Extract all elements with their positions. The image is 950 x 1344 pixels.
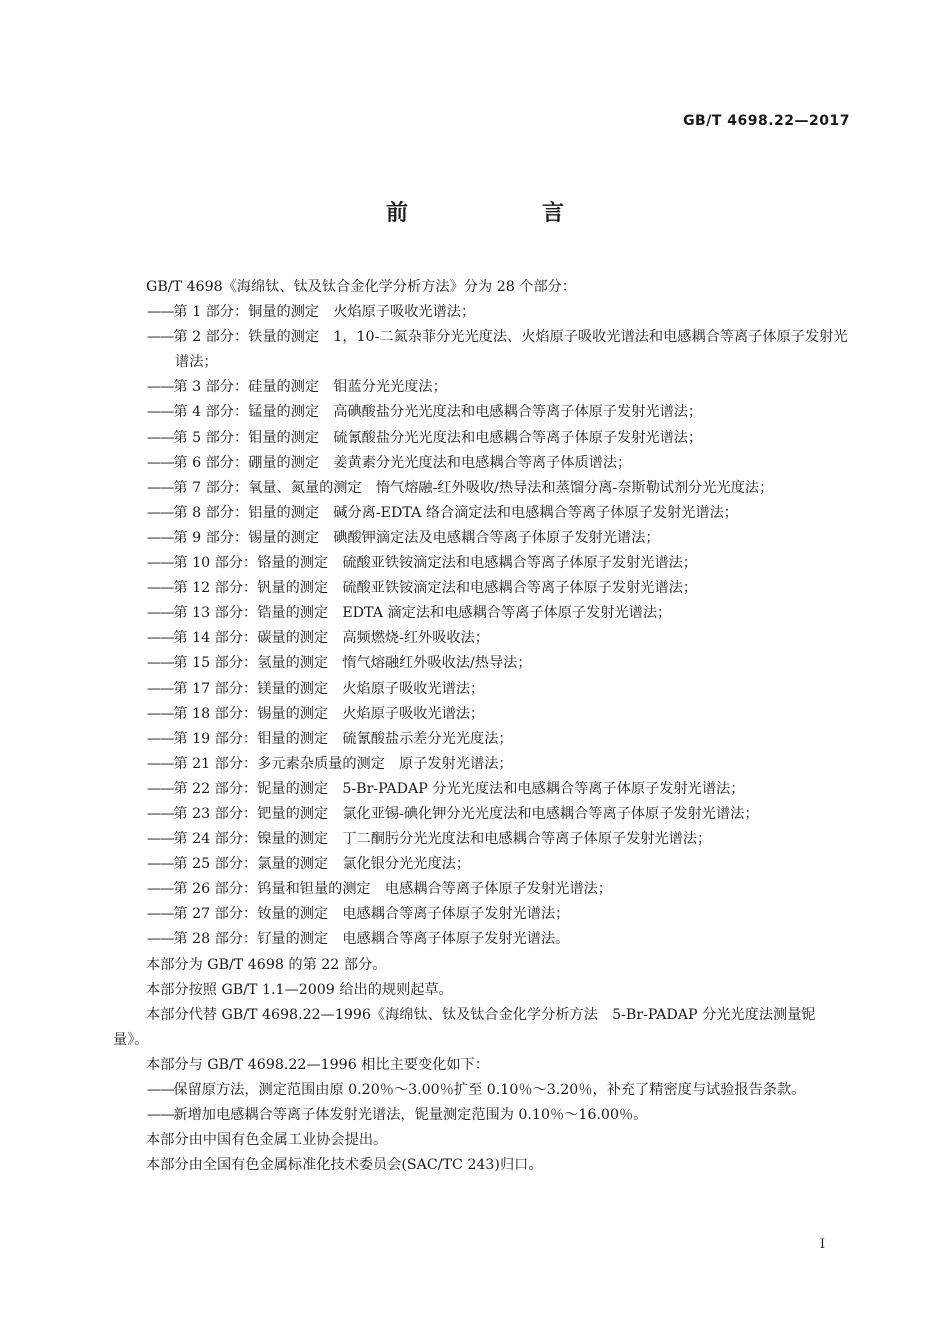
list-item	[113, 677, 851, 702]
list-item-text: 新增加电感耦合等离子体发射光谱法，铌量测定范围为 0.10％～16.00％。	[173, 1107, 648, 1124]
list-item	[113, 501, 851, 526]
list-item-text: 第 28 部分：钌量的测定 电感耦合等离子体原子发射光谱法。	[173, 931, 570, 948]
list-item-text: 第 8 部分：铝量的测定 碱分离-EDTA 络合滴定法和电感耦合等离子体原子发射光谱法；	[173, 504, 738, 521]
list-item-text: 第 24 部分：镍量的测定 丁二酮肟分光光度法和电感耦合等离子体原子发射光谱法；	[173, 831, 712, 848]
list-item-text: 第 1 部分：铜量的测定 火焰原子吸收光谱法；	[173, 304, 476, 321]
list-item-text: 第 3 部分：硅量的测定 钼蓝分光光度法；	[173, 379, 447, 396]
changes-intro-paragraph: 本部分与 GB/T 4698.22—1996 相比主要变化如下：	[146, 1056, 489, 1073]
list-item	[113, 702, 851, 727]
committee-paragraph: 本部分由全国有色金属标准化技术委员会(SAC/TC 243)归口。	[146, 1157, 543, 1174]
list-item-text: 第 9 部分：锡量的测定 碘酸钾滴定法及电感耦合等离子体原子发射光谱法；	[173, 529, 660, 546]
list-item	[113, 877, 851, 902]
list-item-text: 第 7 部分：氧量、氮量的测定 惰气熔融-红外吸收/热导法和蒸馏分离-奈斯勒试剂分光光度法；	[173, 479, 774, 496]
list-item-text: 第 17 部分：镁量的测定 火焰原子吸收光谱法；	[173, 680, 485, 697]
drafting-rules-paragraph: 本部分按照 GB/T 1.1—2009 给出的规则起草。	[146, 981, 453, 998]
em-dash: ——	[147, 780, 174, 797]
list-item	[113, 651, 851, 676]
em-dash: ——	[147, 831, 174, 848]
list-item-text: 保留原方法，测定范围由原 0.20％～3.00％扩至 0.10％～3.20％，补充了精密度与试验报告条款。	[173, 1082, 806, 1098]
list-item	[113, 902, 851, 927]
standard-code: GB/T 4698.22—2017	[683, 113, 850, 129]
list-item	[113, 626, 851, 651]
list-item-text: 第 18 部分：锡量的测定 火焰原子吸收光谱法；	[173, 705, 485, 722]
em-dash: ——	[147, 479, 174, 496]
list-item-text: 第 4 部分：锰量的测定 高碘酸盐分光光度法和电感耦合等离子体原子发射光谱法；	[173, 404, 703, 421]
list-item	[113, 476, 851, 501]
list-item	[113, 400, 851, 425]
list-item	[113, 325, 851, 375]
em-dash: ——	[147, 856, 174, 873]
list-item	[113, 927, 851, 952]
list-item-text: 第 21 部分：多元素杂质量的测定 原子发射光谱法；	[173, 755, 513, 772]
em-dash: ——	[147, 931, 174, 948]
list-item-text: 第 23 部分：钯量的测定 氯化亚锡-碘化钾分光光度法和电感耦合等离子体原子发射光谱法；	[173, 805, 759, 822]
list-item	[113, 426, 851, 451]
list-item	[113, 1103, 851, 1128]
em-dash: ——	[147, 705, 174, 722]
page-number: I	[819, 1237, 825, 1252]
em-dash: ——	[147, 379, 174, 396]
list-item-text: 第 22 部分：铌量的测定 5-Br-PADAP 分光光度法和电感耦合等离子体原子发射光谱法；	[173, 780, 745, 797]
em-dash: ——	[147, 1107, 174, 1124]
list-item	[113, 802, 851, 827]
em-dash: ——	[147, 906, 174, 923]
list-item-text: 第 19 部分：钼量的测定 硫氰酸盐示差分光光度法；	[173, 730, 513, 747]
em-dash: ——	[147, 529, 174, 546]
em-dash: ——	[147, 881, 174, 898]
list-item	[113, 727, 851, 752]
em-dash: ——	[147, 730, 174, 747]
list-item-text: 第 5 部分：钼量的测定 硫氰酸盐分光光度法和电感耦合等离子体原子发射光谱法；	[173, 429, 703, 446]
list-item	[113, 777, 851, 802]
list-item	[113, 601, 851, 626]
list-item	[113, 752, 851, 777]
list-item	[113, 375, 851, 400]
em-dash: ——	[147, 504, 174, 521]
em-dash: ——	[147, 805, 174, 822]
em-dash: ——	[147, 329, 174, 346]
intro-paragraph: GB/T 4698《海绵钛、钛及钛合金化学分析方法》分为 28 个部分：	[146, 279, 577, 295]
proposed-by-paragraph: 本部分由中国有色金属工业协会提出。	[146, 1132, 388, 1149]
em-dash: ——	[147, 555, 174, 572]
em-dash: ——	[147, 429, 174, 446]
list-item-text: 第 13 部分：锆量的测定 EDTA 滴定法和电感耦合等离子体原子发射光谱法；	[173, 605, 672, 622]
foreword-body	[113, 275, 851, 1178]
em-dash: ——	[147, 304, 174, 321]
page-title: 前 言	[385, 201, 620, 226]
em-dash: ——	[147, 1082, 174, 1098]
replaces-paragraph: 本部分代替 GB/T 4698.22—1996《海绵钛、钛及钛合金化学分析方法 5-Br-PADAP 分光光度法测量铌量》。	[113, 1006, 816, 1048]
list-item-text: 第 6 部分：硼量的测定 姜黄素分光光度法和电感耦合等离子体质谱法；	[173, 454, 632, 471]
list-item	[113, 852, 851, 877]
list-item	[113, 451, 851, 476]
list-item-text: 第 26 部分：钨量和钽量的测定 电感耦合等离子体原子发射光谱法；	[173, 881, 612, 898]
em-dash: ——	[147, 404, 174, 421]
list-item-text: 第 2 部分：铁量的测定 1，10-二氮杂菲分光光度法、火焰原子吸收光谱法和电感耦合等离子体原子发射光谱法；	[173, 329, 848, 371]
list-item	[113, 551, 851, 576]
list-item-text: 第 10 部分：铬量的测定 硫酸亚铁铵滴定法和电感耦合等离子体原子发射光谱法；	[173, 555, 698, 572]
part-number-paragraph: 本部分为 GB/T 4698 的第 22 部分。	[146, 956, 387, 973]
list-item-text: 第 25 部分：氯量的测定 氯化银分光光度法；	[173, 856, 471, 873]
em-dash: ——	[147, 755, 174, 772]
list-item-text: 第 14 部分：碳量的测定 高频燃烧-红外吸收法；	[173, 630, 489, 647]
list-item-text: 第 27 部分：钕量的测定 电感耦合等离子体原子发射光谱法；	[173, 906, 570, 923]
parts-list	[113, 300, 851, 952]
em-dash: ——	[147, 580, 174, 597]
em-dash: ——	[147, 630, 174, 647]
list-item	[113, 1078, 851, 1103]
em-dash: ——	[147, 680, 174, 697]
em-dash: ——	[147, 605, 174, 622]
em-dash: ——	[147, 454, 174, 471]
em-dash: ——	[147, 655, 174, 672]
list-item	[113, 576, 851, 601]
list-item-text: 第 12 部分：钒量的测定 硫酸亚铁铵滴定法和电感耦合等离子体原子发射光谱法；	[173, 580, 698, 597]
changes-list	[113, 1078, 851, 1128]
list-item-text: 第 15 部分：氢量的测定 惰气熔融红外吸收法/热导法；	[173, 655, 532, 672]
list-item	[113, 827, 851, 852]
list-item	[113, 526, 851, 551]
list-item	[113, 300, 851, 325]
